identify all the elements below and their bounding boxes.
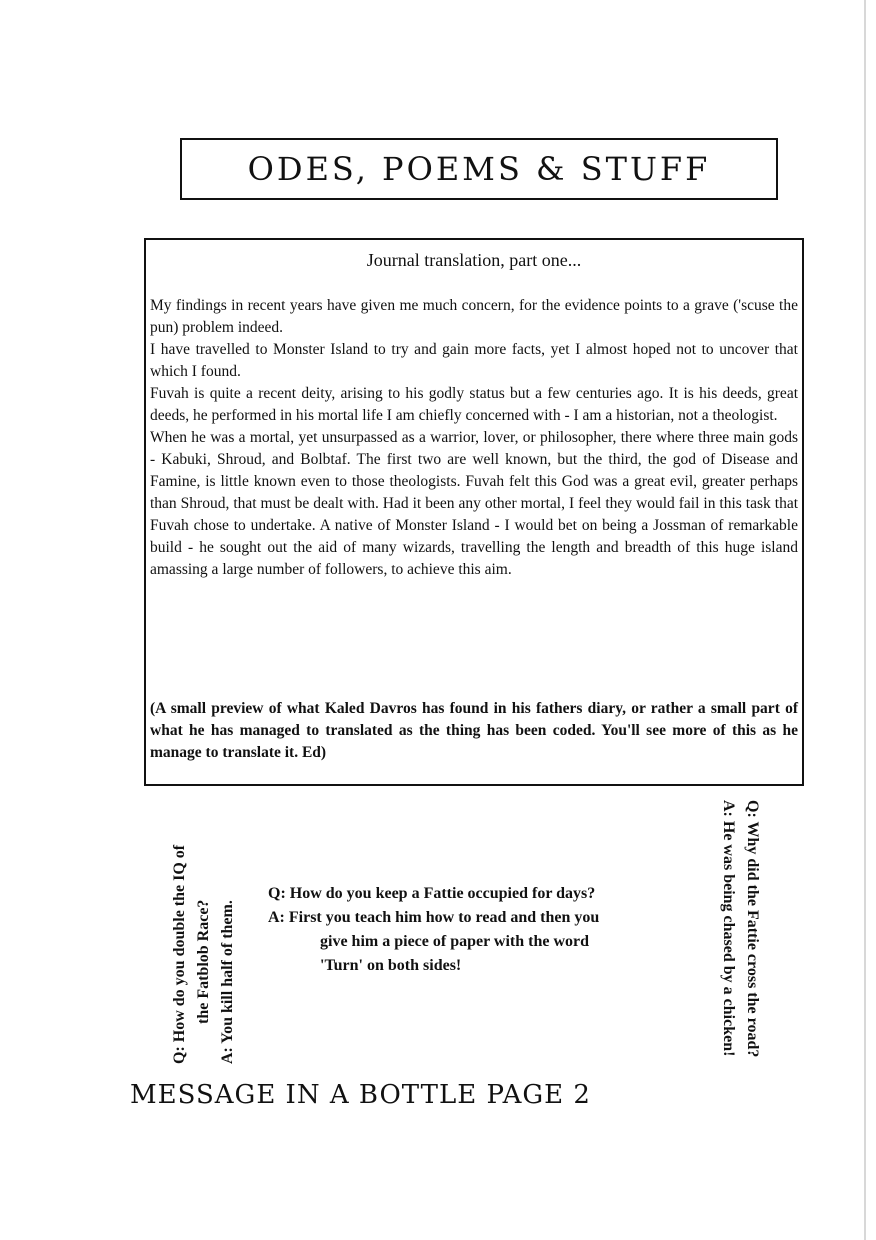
journal-heading: Journal translation, part one...: [366, 250, 582, 270]
joke-center-answer-cont: give him a piece of paper with the word: [320, 933, 590, 950]
joke-right: [704, 800, 764, 1106]
joke-left: [168, 800, 268, 1064]
joke-left-question: Q: How do you double the IQ of: [171, 844, 188, 1064]
joke-right-question: Q: Why did the Fattie cross the road?: [744, 800, 761, 1058]
joke-center-answer: A: First you teach him how to read and then you: [268, 909, 600, 926]
joke-left-question-cont: the Fatblob Race?: [195, 899, 212, 1024]
title-box: [180, 138, 778, 200]
joke-center-answer-cont: 'Turn' on both sides!: [320, 957, 462, 974]
journal-box: [144, 238, 804, 786]
joke-right-answer: A: He was being chased by a chicken!: [720, 800, 737, 1057]
journal-paragraph: When he was a mortal, yet unsurpassed as a warrior, lover, or philosopher, there where three main gods - Kabuki, Shroud, and Bolbtaf. The first two are well known, but the third, the god of Disease and Famine, is little known even to those theologists. Fuvah felt this God was a great evil, greater perhaps than Shroud, that must be dealt with. Had it been any other mortal, I feel they would fail in this task that Fuvah chose to undertake. A native of Monster Island - I would bet on being a Jossman of remarkable build - he sought out the aid of many wizards, travelling the length and breadth of this huge island amassing a large number of followers, to achieve this aim.: [150, 429, 798, 578]
page-edge: [864, 0, 866, 1240]
editor-note: (A small preview of what Kaled Davros has found in his fathers diary, or rather a small part of what he has managed to translated as the thing has been coded. You'll see more of this as he manage to translate it. Ed): [150, 700, 798, 761]
journal-paragraph: Fuvah is quite a recent deity, arising to his godly status but a few centuries ago. It is his deeds, great deeds, he performed in his mortal life I am chiefly concerned with - I am a historian, not a theologist.: [150, 385, 798, 424]
journal-paragraph: My findings in recent years have given me much concern, for the evidence points to a grave ('scuse the pun) problem indeed.: [150, 297, 798, 336]
joke-center: [268, 882, 698, 978]
joke-center-question: Q: How do you keep a Fattie occupied for days?: [268, 885, 596, 902]
journal-body: [150, 295, 798, 581]
page-title: ODES, POEMS & STUFF: [247, 150, 711, 188]
joke-left-answer: A: You kill half of them.: [219, 900, 236, 1064]
journal-paragraph: I have travelled to Monster Island to try and gain more facts, yet I almost hoped not to uncover that which I found.: [150, 341, 798, 380]
page-footer: MESSAGE IN A BOTTLE PAGE 2: [130, 1080, 591, 1110]
